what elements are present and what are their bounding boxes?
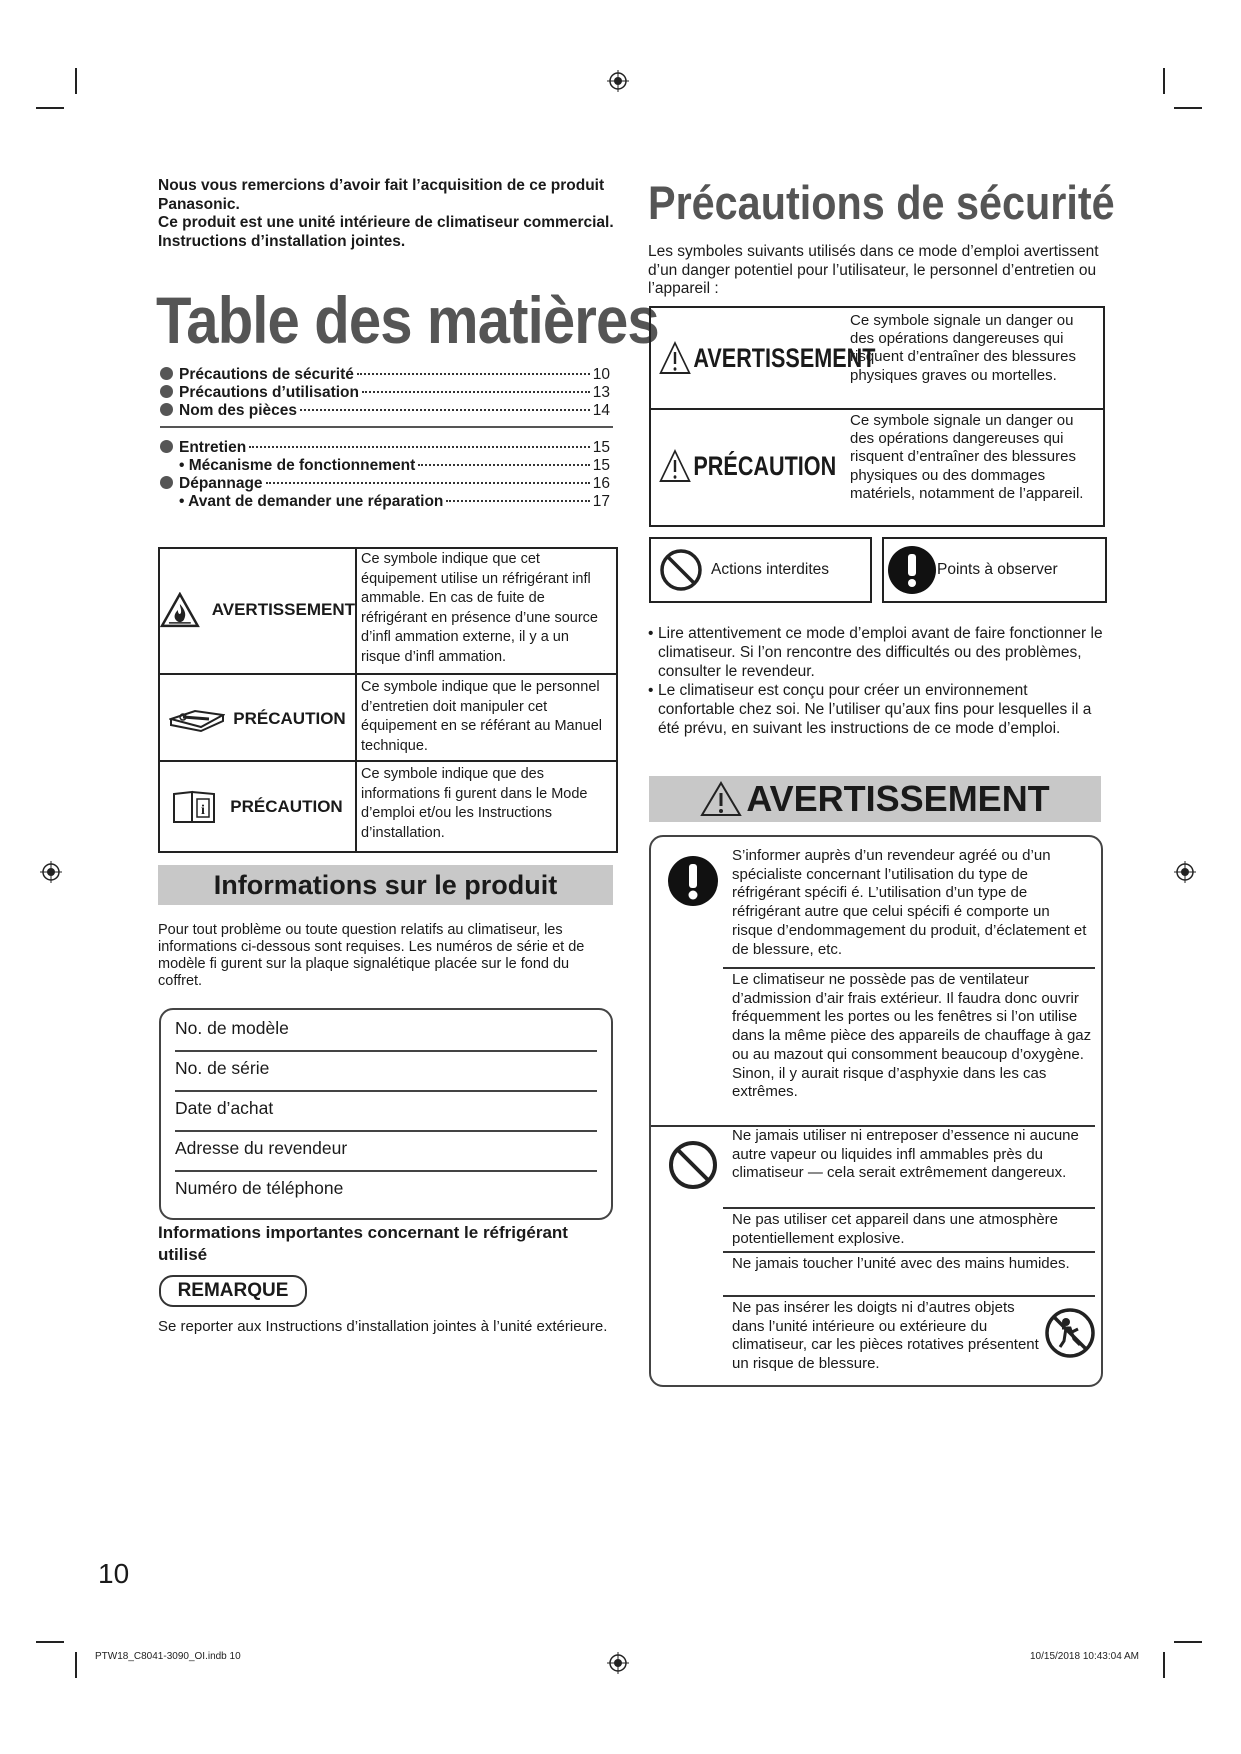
safety-title: Précautions de sécurité <box>648 176 1115 229</box>
toc-entry-label: • Avant de demander une réparation <box>179 493 444 510</box>
refrigerant-title: Informations importantes concernant le réfrigérant utilisé <box>158 1223 568 1264</box>
toc-entry[interactable] <box>160 366 610 384</box>
form-field-line[interactable] <box>175 1050 597 1052</box>
toc-entry-page: 10 <box>592 366 610 383</box>
info-manual-icon <box>172 790 216 824</box>
footer-timestamp: 10/15/2018 10:43:04 AM <box>1030 1651 1139 1662</box>
warning-item: S’informer auprès d’un revendeur agréé ou d’un spécialiste concernant l’utilisation du type de réfrigérant spécifi é. L’utilisation d’un type de réfrigérant autre que celui spécifi é comporte un risque d’endommagement du produit, d’éclatement et de blessure, etc. <box>732 847 1087 958</box>
crop-mark <box>36 1641 64 1643</box>
symbol-description: Ce symbole indique que le personnel d’entretien doit manipuler cet équipement en se référant au Manuel technique. <box>361 679 603 754</box>
toc-entry[interactable] <box>160 402 610 420</box>
toc-entry-label: Dépannage <box>179 475 263 492</box>
bullet-icon <box>160 476 173 489</box>
toc-entry-page: 13 <box>592 384 610 401</box>
product-info-heading: Informations sur le produit <box>158 865 613 905</box>
toc-entry-label: Précautions d’utilisation <box>179 384 359 401</box>
crop-mark <box>75 68 77 94</box>
flammable-warning-icon <box>160 592 200 628</box>
crop-mark <box>1163 1652 1165 1678</box>
toc-entry-label: • Mécanisme de fonctionnement <box>179 457 416 474</box>
remarque-text: Se reporter aux Instructions d’installation jointes à l’unité extérieure. <box>158 1318 608 1335</box>
hazard-level-row <box>651 410 1103 523</box>
warning-heading-label: AVERTISSEMENT <box>746 778 1050 819</box>
symbol-label: PRÉCAUTION <box>233 708 346 728</box>
toc-entry-page: 14 <box>592 402 610 419</box>
product-info-paragraph: Pour tout problème ou toute question relatifs au climatiseur, les informations ci-dessous sont requises. Les numéros de série et de modèle fi gurent sur la plaque signalétique placée sur le fond du coffret. <box>158 922 585 989</box>
registration-mark-icon <box>1174 861 1196 883</box>
service-manual-icon <box>169 705 225 733</box>
form-field-label: Date d’achat <box>175 1098 274 1118</box>
toc-entry-page: 16 <box>592 475 610 492</box>
symbol-description: Ce symbole indique que cet équipement utilise un réfrigérant infl ammable. En cas de fuite de réfrigérant en présence d’une source d’infl ammation externe, il y a un risque d’infl ammation. <box>361 551 598 665</box>
warning-triangle-icon <box>659 341 691 375</box>
form-field-label: Adresse du revendeur <box>175 1138 348 1158</box>
bullet-icon <box>160 367 173 380</box>
bullet-icon <box>160 440 173 453</box>
mandatory-icon <box>887 545 937 595</box>
symbol-row <box>160 673 616 762</box>
crop-mark <box>1174 107 1202 109</box>
crop-mark <box>1174 1641 1202 1643</box>
symbol-table <box>158 547 618 853</box>
toc-entry-page: 15 <box>592 439 610 456</box>
crop-mark <box>75 1652 77 1678</box>
toc-entry[interactable] <box>160 475 610 493</box>
prohibited-icon <box>667 1139 719 1191</box>
mandatory-icon <box>667 855 719 907</box>
hazard-level-text: Ce symbole signale un danger ou des opérations dangereuses qui risquent d’entraîner des blessures physiques graves ou mortelles. <box>850 312 1076 384</box>
warning-list-box <box>649 835 1103 1387</box>
toc-group-2 <box>160 439 610 511</box>
hazard-level-label: PRÉCAUTION <box>693 450 837 481</box>
mandatory-legend <box>882 537 1107 603</box>
hazard-level-text: Ce symbole signale un danger ou des opérations dangereuses qui risquent d’entraîner des blessures physiques ou des dommages matériels, notamment de l’appareil. <box>850 412 1084 502</box>
safety-intro: Les symboles suivants utilisés dans ce mode d’emploi avertissent d’un danger potentiel pour l’utilisateur, le personnel d’entretien ou l’appareil : <box>648 243 1099 297</box>
warning-item: Ne jamais utiliser ni entreposer d’essence ni aucune autre vapeur ou liquides infl ammables près du climatiseur — cela serait extrêmement dangereux. <box>732 1127 1079 1182</box>
symbol-row <box>160 760 616 851</box>
toc-entry[interactable] <box>160 457 610 475</box>
caution-triangle-icon <box>659 449 691 483</box>
toc-entry-label: Entretien <box>179 439 247 456</box>
hazard-level-label: AVERTISSEMENT <box>693 342 876 373</box>
prohibited-legend <box>649 537 872 603</box>
registration-mark-icon <box>607 1652 629 1674</box>
form-field-label: No. de série <box>175 1058 270 1078</box>
divider <box>723 1295 1095 1297</box>
remarque-badge: REMARQUE <box>159 1275 307 1307</box>
divider <box>723 967 1095 969</box>
product-info-form <box>159 1008 613 1220</box>
form-field-line[interactable] <box>175 1170 597 1172</box>
divider <box>160 426 613 428</box>
symbol-label: AVERTISSEMENT <box>211 600 355 619</box>
bullet-item: • Le climatiseur est conçu pour créer un environnement confortable chez soi. Ne l’utiliser qu’aux fins pour lesquelles il a été prévu, en suivant les instructions de ce mode d’emploi. <box>648 681 1108 738</box>
bullet-icon <box>160 385 173 398</box>
hazard-level-row <box>651 308 1103 408</box>
intro-line: Ce produit est une unité intérieure de climatiseur commercial. <box>158 214 614 231</box>
svg-text:i: i <box>201 802 206 818</box>
registration-mark-icon <box>607 70 629 92</box>
page-number: 10 <box>98 1558 130 1589</box>
prohibited-icon <box>659 548 703 592</box>
legend-label: Actions interdites <box>711 561 830 578</box>
no-fingers-icon <box>1044 1307 1096 1359</box>
toc-entry-label: Nom des pièces <box>179 402 298 419</box>
warning-heading <box>649 776 1101 822</box>
divider <box>723 1251 1095 1253</box>
symbol-description: Ce symbole indique que des informations fi gurent dans le Mode d’emploi et/ou les Instructions d’installation. <box>361 766 588 841</box>
symbol-label: PRÉCAUTION <box>230 796 343 816</box>
crop-mark <box>36 107 64 109</box>
intro-text <box>158 177 628 251</box>
instruction-bullets <box>648 624 1108 738</box>
warning-item: Ne pas utiliser cet appareil dans une atmosphère potentiellement explosive. <box>732 1211 1059 1247</box>
warning-item: Ne jamais toucher l’unité avec des mains humides. <box>732 1255 1070 1272</box>
toc-entry[interactable] <box>160 384 610 402</box>
intro-line: Instructions d’installation jointes. <box>158 232 406 250</box>
symbol-row <box>160 547 616 673</box>
form-field-line[interactable] <box>175 1090 597 1092</box>
form-field-label: No. de modèle <box>175 1018 289 1038</box>
toc-entry-page: 15 <box>592 457 610 474</box>
crop-mark <box>1163 68 1165 94</box>
form-field-label: Numéro de téléphone <box>175 1178 344 1198</box>
registration-mark-icon <box>40 861 62 883</box>
footer-file: PTW18_C8041-3090_OI.indb 10 <box>95 1651 241 1662</box>
warning-item: Ne pas insérer les doigts ni d’autres objets dans l’unité intérieure ou extérieure du climatiseur, car les pièces rotatives présentent un risque de blessure. <box>732 1299 1039 1373</box>
toc-group-1 <box>160 366 610 420</box>
warning-triangle-icon <box>700 781 742 817</box>
toc-title: Table des matières <box>156 283 659 357</box>
bullet-icon <box>160 403 173 416</box>
toc-entry-label: Précautions de sécurité <box>179 366 354 383</box>
form-field-line[interactable] <box>175 1130 597 1132</box>
divider <box>723 1207 1095 1209</box>
bullet-item: • Lire attentivement ce mode d’emploi avant de faire fonctionner le climatiseur. Si l’on rencontre des difficultés ou des problèmes, consulter le revendeur. <box>648 624 1108 681</box>
intro-line: Nous vous remercions d’avoir fait l’acquisition de ce produit Panasonic. <box>158 177 605 213</box>
hazard-levels-box <box>649 306 1105 527</box>
toc-entry-page: 17 <box>592 493 610 510</box>
toc-entry[interactable] <box>160 493 610 511</box>
legend-label: Points à observer <box>937 561 1058 578</box>
warning-item: Le climatiseur ne possède pas de ventilateur d’admission d’air frais extérieur. Il faudra donc ouvrir fréquemment les portes ou les fenêtres si l’on utilise dans la même pièce des appareils de chauffage à gaz ou au mazout qui consomment beaucoup d’oxygène. Sinon, il y aurait risque d’asphyxie dans les cas extrêmes. <box>732 971 1092 1101</box>
toc-entry[interactable] <box>160 439 610 457</box>
